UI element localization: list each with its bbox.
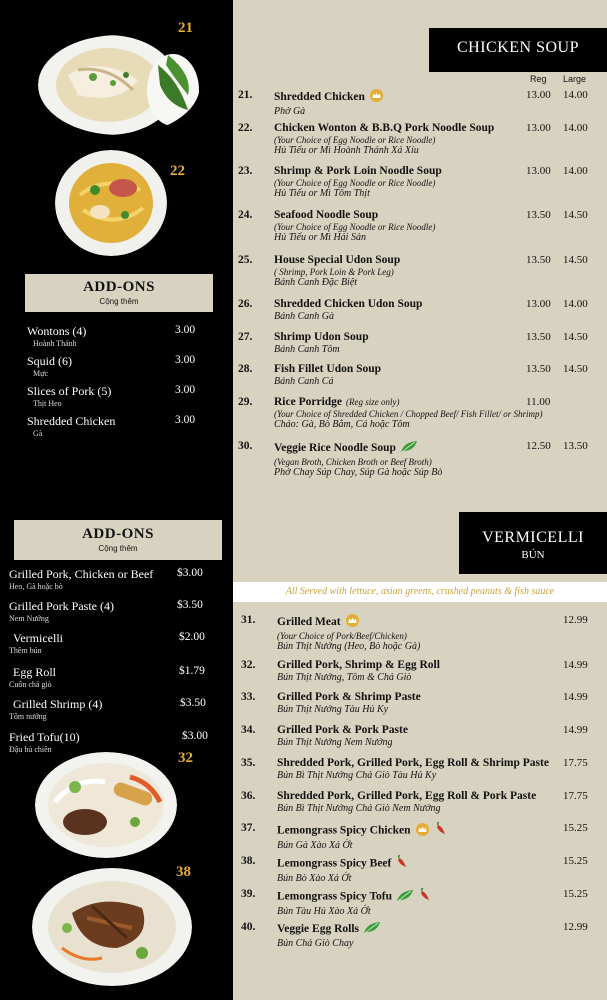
- item-body: [277, 790, 536, 814]
- item-body: [277, 691, 421, 715]
- item-number: 40.: [241, 921, 256, 933]
- item-name: [277, 888, 432, 906]
- price-regular: 13.00: [526, 89, 551, 101]
- price-regular: 12.50: [526, 440, 551, 452]
- price-large: 14.00: [563, 165, 588, 177]
- price: 15.25: [563, 888, 588, 900]
- price: 12.99: [563, 614, 588, 626]
- item-vietnamese: Bún Chả Giò Chay: [277, 938, 354, 949]
- price-regular: 13.50: [526, 254, 551, 266]
- price-large: 13.50: [563, 440, 588, 452]
- price: 12.99: [563, 921, 588, 933]
- item-number: 33.: [241, 691, 256, 703]
- item-number: 30.: [238, 440, 253, 452]
- item-name-text: Rice Porridge: [274, 396, 343, 408]
- addon-item: Squid (6) Mực 3.00: [27, 354, 196, 378]
- item-name: [274, 209, 435, 222]
- addon-item: Grilled Pork, Chicken or Beef Heo, Gà hoặc bò $3.00: [9, 567, 203, 591]
- item-note: (Reg size only): [346, 397, 400, 407]
- item-number: 37.: [241, 822, 256, 834]
- addons-bottom-subtitle: Cộng thêm: [98, 544, 138, 553]
- item-vietnamese: Bún Thịt Nướng Tàu Hủ Ky: [277, 704, 389, 715]
- item-name: [274, 254, 400, 267]
- item-vietnamese: Bún Bò Xào Xả Ớt: [277, 873, 352, 884]
- addons-top-subtitle: Cộng thêm: [99, 297, 139, 306]
- item-desc: (Vegan Broth, Chicken Broth or Beef Broth): [274, 457, 432, 467]
- col-large-label: Large: [563, 74, 587, 84]
- item-number: 21.: [238, 89, 253, 101]
- price-regular: 11.00: [526, 396, 551, 408]
- item-name: [274, 363, 381, 376]
- price: 14.99: [563, 691, 588, 703]
- price-regular: 13.00: [526, 298, 551, 310]
- addons-top-title: ADD-ONS: [83, 279, 155, 295]
- item-name: [274, 165, 442, 178]
- item-vietnamese: Bún Bì Thịt Nướng Chả Giò Nem Nướng: [277, 803, 441, 814]
- addon-item: Shredded Chicken Gà 3.00: [27, 414, 196, 438]
- item-vietnamese: Bánh Canh Cá: [274, 376, 334, 387]
- item-desc: (Your Choice of Shredded Chicken / Chopped Beef/ Fish Fillet/ or Shrimp): [274, 409, 543, 419]
- item-name: [274, 122, 494, 135]
- item-name-text: Shredded Chicken Udon Soup: [274, 298, 423, 310]
- item-name: [274, 298, 422, 311]
- item-number: 29.: [238, 396, 253, 408]
- item-name-text: Shredded Pork, Grilled Pork, Egg Roll & Shrimp Paste: [277, 757, 549, 769]
- item-name: [277, 691, 421, 704]
- item-number: 32.: [241, 659, 256, 671]
- item-name-text: House Special Udon Soup: [274, 254, 401, 266]
- item-body: [274, 363, 381, 387]
- price-regular: 13.00: [526, 165, 551, 177]
- addon-item: Grilled Shrimp (4) Tôm nướng $3.50: [9, 697, 206, 721]
- price-large: 14.00: [563, 89, 588, 101]
- price: 14.99: [563, 724, 588, 736]
- item-body: [274, 396, 543, 430]
- item-vietnamese: Bún Thịt Nướng Nem Nướng: [277, 737, 393, 748]
- item-body: [274, 122, 494, 156]
- item-vietnamese: Bún Bì Thịt Nướng Chả Giò Tàu Hủ Ky: [277, 770, 437, 781]
- item-number: 24.: [238, 209, 253, 221]
- item-number: 28.: [238, 363, 253, 375]
- item-desc: (Your Choice of Egg Noodle or Rice Noodle): [274, 222, 436, 232]
- item-desc: (Your Choice of Egg Noodle or Rice Noodle): [274, 178, 436, 188]
- item-number: 36.: [241, 790, 256, 802]
- item-number: 26.: [238, 298, 253, 310]
- item-vietnamese: Phở Chay Súp Chay, Súp Gà hoặc Súp Bò: [274, 467, 443, 478]
- dish-photo-22: [55, 150, 167, 256]
- item-vietnamese: Bún Thịt Nướng (Heo, Bò hoặc Gà): [277, 641, 421, 652]
- price-large: 14.00: [563, 298, 588, 310]
- item-name-text: Veggie Egg Rolls: [277, 923, 359, 936]
- item-name: [277, 724, 408, 737]
- item-name: [277, 855, 409, 873]
- item-name: [277, 822, 448, 840]
- addon-item: Egg Roll Cuốn chả giò $1.79: [9, 665, 205, 689]
- item-body: [277, 921, 381, 949]
- item-vietnamese: Bún Tàu Hủ Xào Xả Ớt: [277, 906, 371, 917]
- item-name-text: Shrimp & Pork Loin Noodle Soup: [274, 165, 442, 177]
- item-vietnamese: Hủ Tiếu or Mì Tôm Thịt: [274, 188, 370, 199]
- price: 15.25: [563, 855, 588, 867]
- item-name-text: Lemongrass Spicy Chicken: [277, 824, 411, 837]
- item-body: [277, 614, 420, 652]
- crown-icon: [415, 823, 430, 840]
- item-name: [274, 331, 369, 344]
- col-reg-label: Reg: [530, 74, 547, 84]
- dish-photo-32: [35, 752, 177, 858]
- addons-top-header: [25, 274, 213, 312]
- dish-number-38: 38: [176, 864, 191, 880]
- leaf-icon: [396, 889, 414, 906]
- addon-item: Vermicelli Thêm bún $2.00: [9, 631, 205, 655]
- item-number: 27.: [238, 331, 253, 343]
- item-vietnamese: Bánh Canh Đặc Biệt: [274, 277, 358, 288]
- item-number: 38.: [241, 855, 256, 867]
- item-name-text: Veggie Rice Noodle Soup: [274, 442, 396, 455]
- item-vietnamese: Bún Gà Xào Xả Ớt: [277, 840, 353, 851]
- vermicelli-title: VERMICELLI: [482, 529, 584, 546]
- item-desc: (Your Choice of Egg Noodle or Rice Noodle): [274, 135, 436, 145]
- dish-photo-38: [32, 868, 192, 986]
- price-regular: 13.50: [526, 363, 551, 375]
- vermicelli-header: [459, 512, 607, 574]
- crown-icon: [369, 89, 384, 106]
- item-name: [274, 440, 442, 457]
- item-body: [277, 855, 409, 884]
- item-body: [274, 89, 384, 117]
- item-vietnamese: Phở Gà: [274, 106, 306, 117]
- item-name: [274, 89, 384, 106]
- item-body: [274, 209, 435, 243]
- item-desc: ( Shrimp, Pork Loin & Pork Leg): [274, 267, 394, 277]
- item-vietnamese: Hủ Tiếu or Mì Hải Sản: [274, 232, 366, 243]
- item-body: [277, 888, 432, 917]
- item-body: [277, 757, 549, 781]
- item-body: [277, 724, 408, 748]
- price: 15.25: [563, 822, 588, 834]
- item-vietnamese: Bánh Canh Tôm: [274, 344, 340, 355]
- price-large: 14.50: [563, 209, 588, 221]
- item-number: 22.: [238, 122, 253, 134]
- item-vietnamese: Cháo: Gà, Bò Bằm, Cá hoặc Tôm: [274, 419, 410, 430]
- served-with-note: All Served with lettuce, asian greens, crushed peanuts & fish sauce: [233, 582, 607, 602]
- dish-number-32: 32: [178, 750, 193, 766]
- item-name: [274, 396, 543, 409]
- addon-item: Fried Tofu(10) Đậu hủ chiên $3.00: [9, 730, 208, 754]
- price-large: 14.00: [563, 122, 588, 134]
- item-name-text: Fish Fillet Udon Soup: [274, 363, 382, 375]
- chicken-soup-title: CHICKEN SOUP: [456, 39, 579, 56]
- dish-photo-21: [38, 35, 200, 135]
- addon-item: Wontons (4) Hoành Thánh 3.00: [27, 324, 196, 348]
- chili-icon: [418, 888, 432, 906]
- price-regular: 13.50: [526, 209, 551, 221]
- item-name-text: Grilled Pork & Pork Paste: [277, 724, 408, 736]
- item-body: [274, 165, 442, 199]
- leaf-icon: [400, 440, 418, 457]
- item-name: [277, 659, 440, 672]
- item-name-text: Lemongrass Spicy Tofu: [277, 890, 393, 903]
- item-name: [277, 614, 420, 631]
- chili-icon: [395, 855, 409, 873]
- item-name-text: Lemongrass Spicy Beef: [277, 857, 392, 870]
- item-number: 34.: [241, 724, 256, 736]
- item-body: [274, 331, 369, 355]
- item-name-text: Grilled Pork, Shrimp & Egg Roll: [277, 659, 440, 671]
- leaf-icon: [363, 921, 381, 938]
- item-body: [277, 659, 440, 683]
- item-body: [274, 440, 442, 478]
- price: 17.75: [563, 757, 588, 769]
- item-desc: (Your Choice of Pork/Beef/Chicken): [277, 631, 407, 641]
- item-name-text: Grilled Pork & Shrimp Paste: [277, 691, 421, 703]
- item-name: [277, 790, 536, 803]
- item-number: 25.: [238, 254, 253, 266]
- dish-number-21: 21: [178, 20, 193, 36]
- price-large: 14.50: [563, 363, 588, 375]
- item-name: [277, 921, 381, 938]
- price-regular: 13.50: [526, 331, 551, 343]
- item-vietnamese: Bánh Canh Gà: [274, 311, 334, 322]
- item-body: [274, 254, 400, 288]
- price: 17.75: [563, 790, 588, 802]
- item-number: 31.: [241, 614, 256, 626]
- chicken-soup-header: [429, 28, 607, 72]
- price-large: 14.50: [563, 254, 588, 266]
- chili-icon: [434, 822, 448, 840]
- item-name-text: Shrimp Udon Soup: [274, 331, 369, 343]
- item-name-text: Grilled Meat: [277, 616, 341, 629]
- item-name-text: Chicken Wonton & B.B.Q Pork Noodle Soup: [274, 122, 495, 134]
- crown-icon: [345, 614, 360, 631]
- item-number: 23.: [238, 165, 253, 177]
- item-body: [277, 822, 448, 851]
- price-large: 14.50: [563, 331, 588, 343]
- item-number: 39.: [241, 888, 256, 900]
- item-vietnamese: Hủ Tiếu or Mì Hoành Thánh Xá Xíu: [274, 145, 419, 156]
- item-name: [277, 757, 549, 770]
- item-name-text: Shredded Chicken: [274, 91, 365, 104]
- addon-item: Slices of Pork (5) Thịt Heo 3.00: [27, 384, 196, 408]
- item-number: 35.: [241, 757, 256, 769]
- item-body: [274, 298, 422, 322]
- addon-item: Grilled Pork Paste (4) Nem Nướng $3.50: [9, 599, 203, 623]
- item-name-text: Seafood Noodle Soup: [274, 209, 379, 221]
- addons-bottom-title: ADD-ONS: [82, 526, 154, 542]
- price-regular: 13.00: [526, 122, 551, 134]
- dish-number-22: 22: [170, 163, 185, 179]
- price: 14.99: [563, 659, 588, 671]
- vermicelli-subtitle: BÚN: [521, 549, 545, 561]
- item-name-text: Shredded Pork, Grilled Pork, Egg Roll & Pork Paste: [277, 790, 537, 802]
- addons-bottom-header: [14, 520, 222, 560]
- item-vietnamese: Bún Thịt Nướng, Tôm & Chả Giò: [277, 672, 412, 683]
